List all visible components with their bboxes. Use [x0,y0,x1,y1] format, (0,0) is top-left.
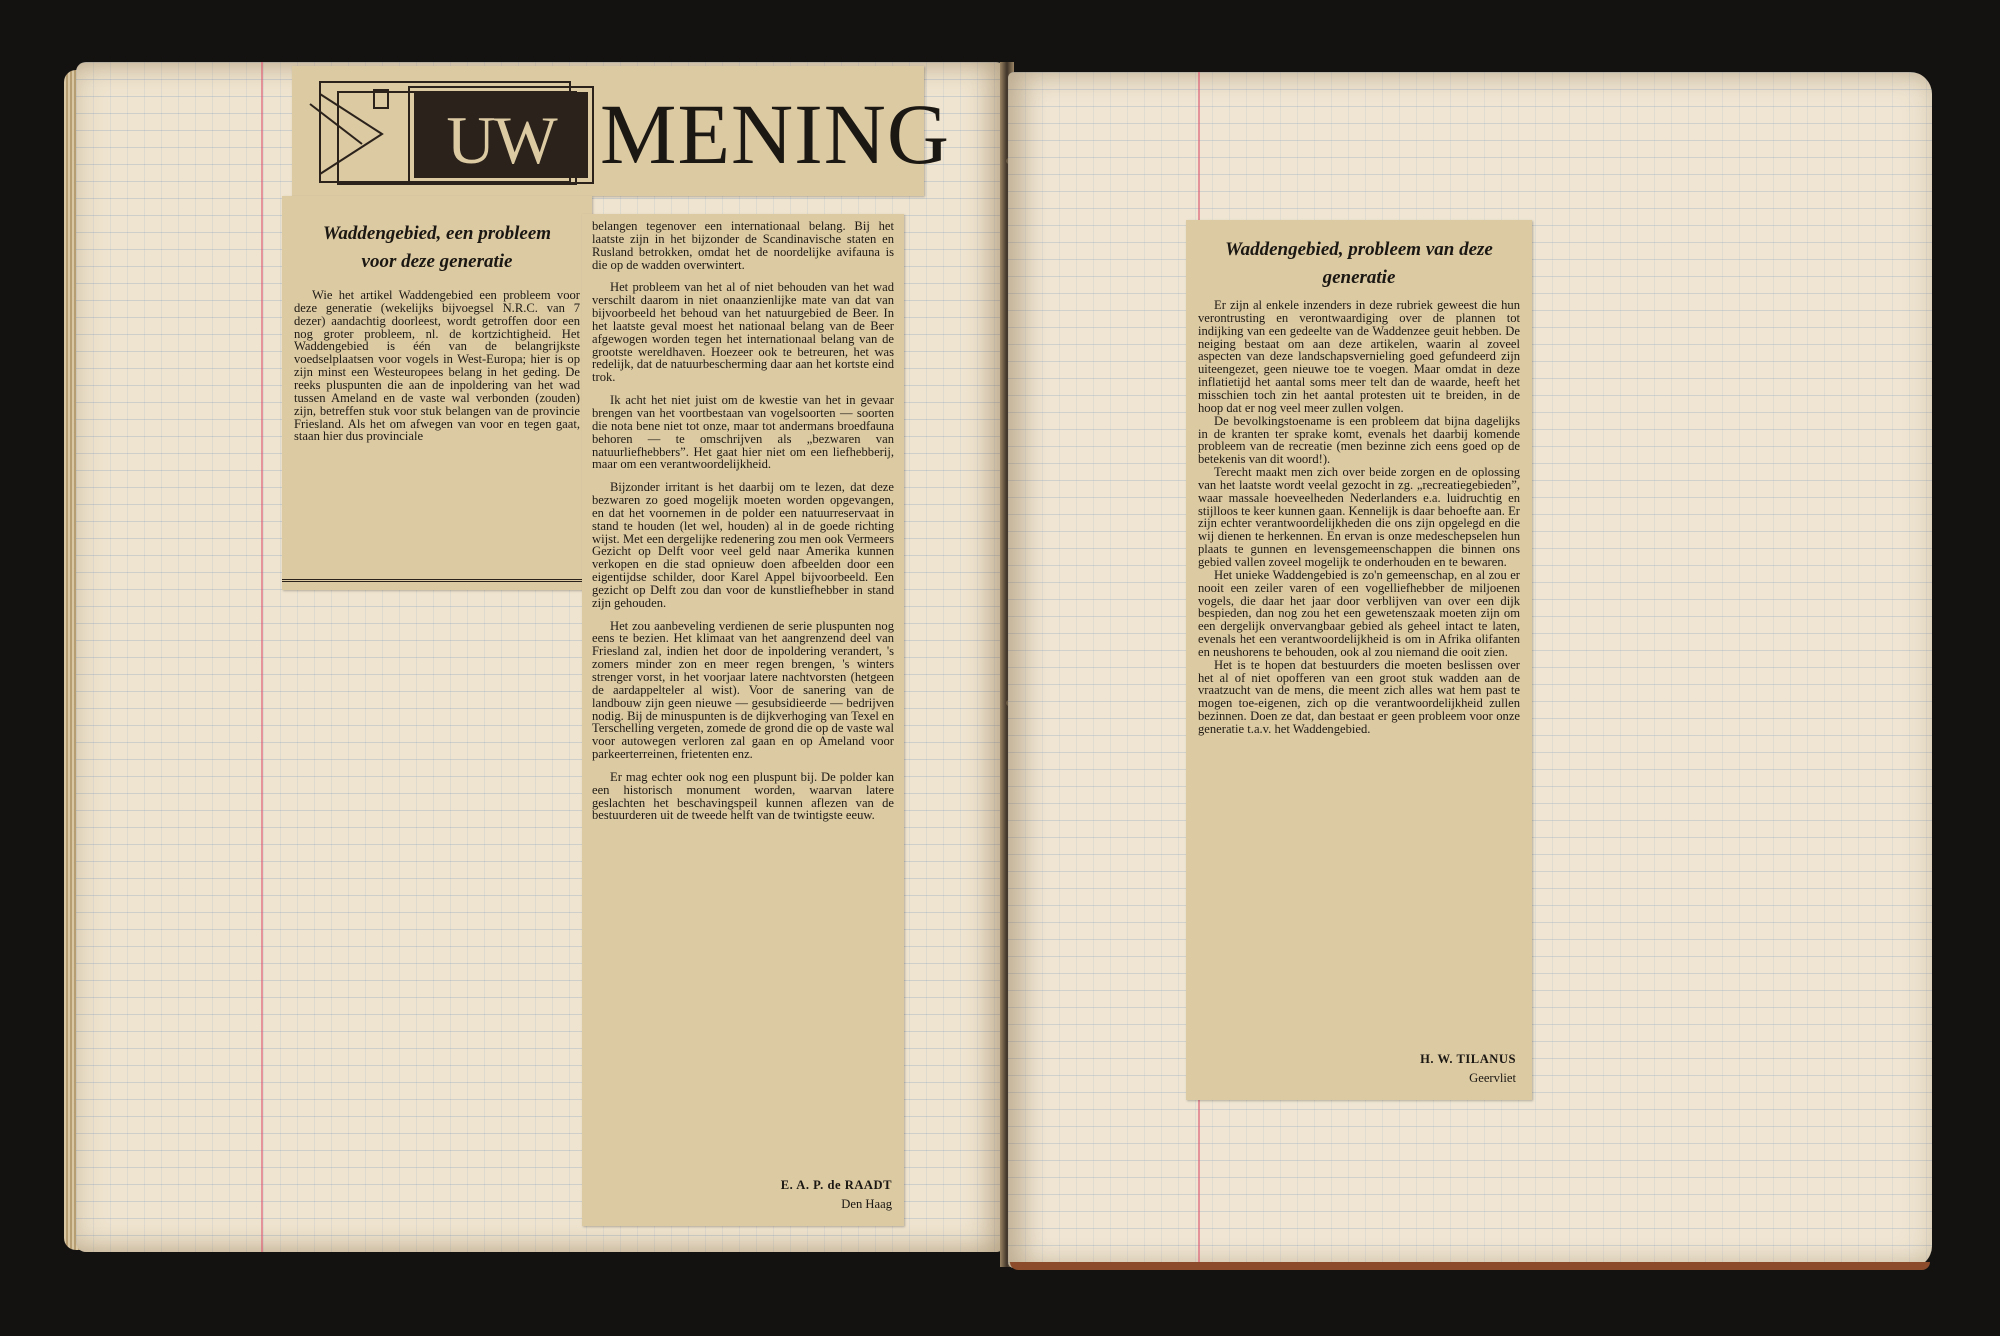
left-article-paragraph: Ik acht het niet juist om de kwestie van het in gevaar brengen van het voortbestaan van vogelsoorten — soorten die nota bene niet tot onze, maar tot andermans broedfauna behoren — te omschrijven als „bezwaren van natuurliefhebbers”. Het gaat hier niet om een liefhebberij, maar om een verantwoordelijkheid. [592,393,894,472]
right-article-paragraph: Terecht maakt men zich over beide zorgen en de oplossing van het laatste wordt veelal gezocht in zg. „recreatiegebieden”, waar massale hoeveelheden Nederlanders e.a. luidruchtig en stijlloos te keer kunnen gaan. Kennelijk is daar behoefte aan. Er zijn echter verantwoordelijkheden die ons zijn opgelegd en die wij dienen te herkennen. En ervan is onze medeschepselen hun plaats te gunnen en levensgemeenschappen die binnen ons gebied vallen zoveel mogelijk te onderhouden en te bewaren. [1198,465,1520,569]
right-article-clipping [1186,220,1532,1100]
column-rule [282,579,592,582]
left-article-place: Den Haag [841,1197,892,1212]
masthead-mening: MENING [600,86,950,182]
left-article-paragraph: Er mag echter ook nog een pluspunt bij. De polder kan een historisch monument worden, waarvan latere geslachten het beschavingspeil kunnen aflezen van de bestuurderen uit de tweede helft van de twintigste eeuw. [592,769,894,823]
left-article-paragraph: Bijzonder irritant is het daarbij om te lezen, dat deze bezwaren zo goed mogelijk moeten worden opgevangen, en dat het voornemen in de polder een natuurreservaat in stand te houden (let wel, houden) al in de goede richting wijst. Met een dergelijke redenering zou men ook Vermeers Gezicht op Delft voor veel geld naar Amerika kunnen verkopen en die stad opnieuw doen afbeelden door een eigentijdse schilder, door Karel Appel bijvoorbeeld. Een gezicht op Delft zou dan voor de kunstliefhebber in stand zijn gehouden. [592,480,894,610]
right-article-paragraph: Het is te hopen dat bestuurders die moeten beslissen over het al of niet opofferen van een groot stuk wadden aan de vraatzucht van de mens, die meent zich alles wat hem past te mogen toe-eigenen, zich op die verantwoordelijkheid zullen bezinnen. Doen ze dat, dan bestaat er geen probleem voor onze generatie t.a.v. het Waddengebied. [1198,657,1520,736]
right-article-signature [1420,1050,1516,1088]
uw-logo-box [414,92,588,178]
right-article-paragraph: Het unieke Waddengebied is zo'n gemeenschap, en al zou er nooit een zeiler varen of een vogelliefhebber de miljoenen vogels, die daar het jaar door verblijven van over een dijk bespieden, dan nog zou het een gewetenszaak moeten zijn om een dergelijk onvervangbaar gebied als geheel intact te laten, evenals het een verantwoordelijkheid is om in Afrika olifanten en neushorens te behouden, ook al zou niemand die ooit zien. [1198,567,1520,659]
right-article-headline: Waddengebied, probleem van deze generatie [1225,239,1493,288]
right-article-paragraph: Er zijn al enkele inzenders in deze rubriek geweest die hun verontrusting en verontwaardiging over de plannen tot indijking van een gedeelte van de Waddenzee geuit hebben. De neiging bestaat om aan deze artikelen, waarin al zoveel aspecten van deze landschapsvernieling goed gefundeerd zijn uiteengezet, geen nieuwe toe te voegen. Maar omdat in deze inflatietijd het aantal soms meer telt dan de waarde, heeft het misschien toch zin het aantal protesten uit te breiden, in de hoop dat er nog veel meer zullen volgen. [1198,298,1520,415]
left-article-paragraph: Het zou aanbeveling verdienen de serie pluspunten nog eens te bezien. Het klimaat van het aangrenzend deel van Friesland zal, indien het door de inpoldering verandert, 's zomers minder zon en meer regen brengen, 's winters strenger vorst, in het voorjaar latere nachtvorsten (hetgeen de aardappelteler al wist). Voor de sanering van de landbouw zijn geen nieuwe — gesubsidieerde — bedrijven nodig. Bij de minuspunten is de dijkverhoging van Texel en Terschelling vergeten, zomede de grond die op de vaste wal voor autowegen verloren zal gaan en op Ameland voor parkeerterreinen, frietenten enz. [592,618,894,762]
right-article-paragraph: De bevolkingstoename is een probleem dat bijna dagelijks in de kranten ter sprake komt, evenals het daarbij komende probleem van de recreatie (men bezinne zich eens goed op de betekenis van dit woord!). [1198,413,1520,467]
left-article-column-1 [282,196,592,590]
left-article-intro: Wie het artikel Waddengebied een probleem voor deze generatie (wekelijks bijvoegsel N.R.C. van 7 dezer) aandachtig doorleest, wordt getroffen door een nog groter probleem, nl. de kortzichtigheid. Het Waddengebied is één van de belangrijkste voedselplaatsen voor vogels in West-Europa; hier is op zijn minst een Westeuropees belang in het geding. De reeks pluspunten die aan de inpoldering van het wad tussen Ameland en de vaste wal verbonden (zouden) zijn, betreffen stuk voor stuk belangen van de provincie Friesland. Als het om afwegen van voor en tegen gaat, staan hier dus provinciale [294,288,580,444]
left-article-author: E. A. P. de RAADT [780,1178,892,1193]
masthead-clipping [292,66,950,196]
right-article-place: Geervliet [1469,1071,1516,1086]
page-bottom-edge [1010,1262,1930,1270]
margin-line-left [261,62,263,1252]
left-article-headline: Waddengebied, een probleem voor deze generatie [322,223,552,272]
right-article-author: H. W. TILANUS [1420,1052,1516,1067]
left-article-column-2 [582,214,904,1226]
left-article-paragraph: belangen tegenover een internationaal belang. Bij het laatste zijn in het bijzonder de Scandinavische staten en Rusland betrokken, omdat het de noordelijke avifauna is die op de wadden overwintert. [592,219,894,272]
masthead-uw: UW [446,102,556,178]
left-article-body [582,214,904,822]
left-article-signature [781,1176,892,1214]
right-article-body [1186,291,1532,736]
left-article-paragraph: Het probleem van het al of niet behouden van het wad verschilt daarom in niet onaanzienlijke mate van dat van bijvoorbeeld het behoud van het natuurgebied de Beer. In het laatste geval moest het nationaal belang van de Beer afgewogen worden tegen het internationaal belang van de grootste wereldhaven. Hoezeer ook te betreuren, het was redelijk, dat de natuurbescherming daar aan het kortste eind trok. [592,280,894,385]
